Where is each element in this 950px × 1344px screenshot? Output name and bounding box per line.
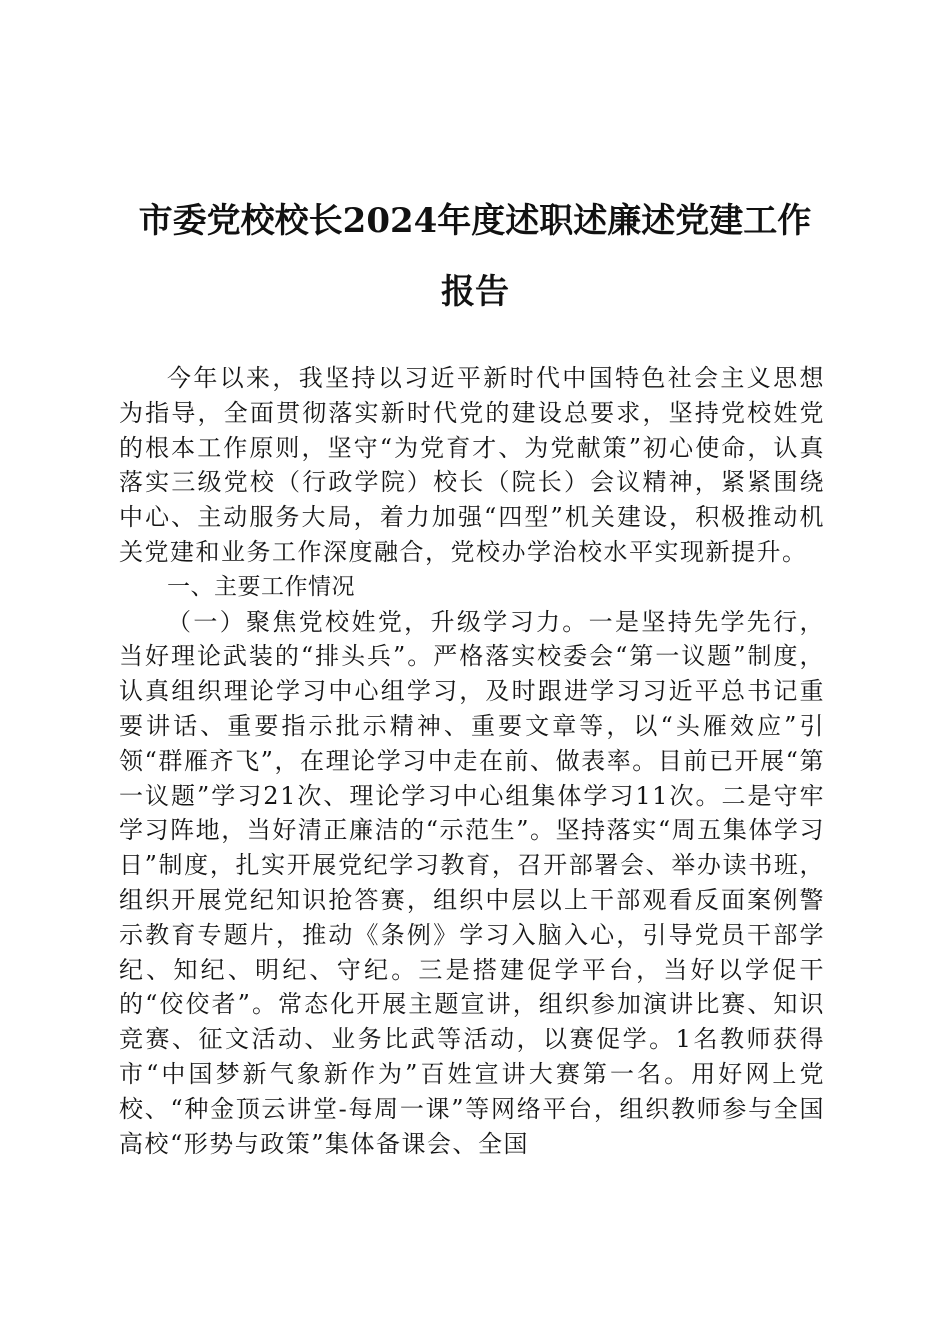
document-body: [119, 361, 825, 1161]
intro-paragraph: 今年以来，我坚持以习近平新时代中国特色社会主义思想为指导，全面贯彻落实新时代党的建设总要求，坚持党校姓党的根本工作原则，坚守“为党育才、为党献策”初心使命，认真落实三级党校（行政学院）校长（院长）会议精神，紧紧围绕中心、主动服务大局，着力加强“四型”机关建设，积极推动机关党建和业务工作深度融合，党校办学治校水平实现新提升。: [119, 364, 825, 566]
section-heading: 一、主要工作情况: [167, 573, 355, 600]
document-title-line-1: 市委党校校长2024年度述职述廉述党建工作: [138, 201, 812, 241]
subsection-paragraph: [119, 605, 825, 1162]
subsection-heading: （一）聚焦党校姓党，升级学习力。: [167, 607, 589, 636]
subsection-text: 一是坚持先学先行，当好理论武装的“排头兵”。严格落实校委会“第一议题”制度，认真组织理论学习中心组学习，及时跟进学习习近平总书记重要讲话、重要指示批示精神、重要文章等，以“头雁效应”引领“群雁齐飞”，在理论学习中走在前、做表率。目前已开展“第一议题”学习21次、理论学习中心组集体学习11次。二是守牢学习阵地，当好清正廉洁的“示范生”。坚持落实“周五集体学习日”制度，扎实开展党纪学习教育，召开部署会、举办读书班，组织开展党纪知识抢答赛，组织中层以上干部观看反面案例警示教育专题片，推动《条例》学习入脑入心，引导党员干部学纪、知纪、明纪、守纪。三是搭建促学平台，当好以学促干的“佼佼者”。常态化开展主题宣讲，组织参加演讲比赛、知识竞赛、征文活动、业务比武等活动，以赛促学。1名教师获得市“中国梦新气象新作为”百姓宣讲大赛第一名。用好网上党校、“种金顶云讲堂-每周一课”等网络平台，组织教师参与全国高校“形势与政策”集体备课会、全国: [119, 607, 826, 1158]
document-title-line-2: 报告: [441, 272, 509, 312]
